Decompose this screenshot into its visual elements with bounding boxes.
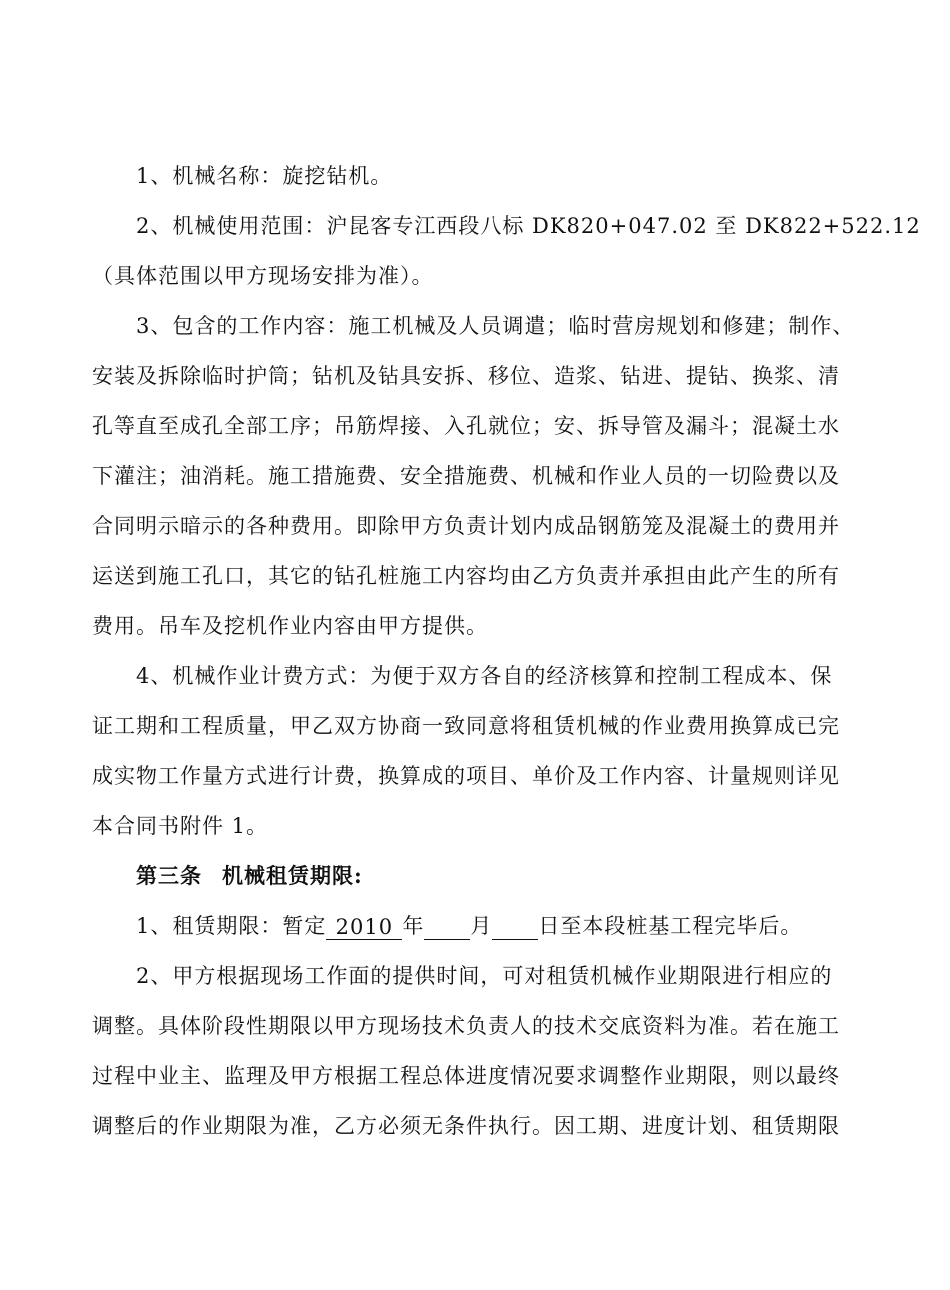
month-unit: 月 xyxy=(470,914,493,938)
article-number: 第三条 xyxy=(136,863,202,888)
clause-work-content-cont: 安装及拆除临时护筒；钻机及钻具安拆、移位、造浆、钻进、提钻、换浆、清 xyxy=(92,364,840,388)
lease-period-prefix: 1、租赁期限：暂定 xyxy=(136,914,327,938)
year-blank: 2010 xyxy=(326,915,402,940)
lease-period-suffix: 日至本段桩基工程完毕后。 xyxy=(538,914,803,938)
clause-usage-range: 2、机械使用范围：沪昆客专江西段八标 DK820+047.02 至 DK822+522.12 xyxy=(136,214,921,238)
article-title: 机械租赁期限: xyxy=(222,863,363,888)
clause-work-content-cont: 合同明示暗示的各种费用。即除甲方负责计划内成品钢筋笼及混凝土的费用并 xyxy=(92,514,840,538)
clause-billing-method: 4、机械作业计费方式：为便于双方各自的经济核算和控制工程成本、保 xyxy=(136,664,833,688)
clause-billing-method-cont: 成实物工作量方式进行计费，换算成的项目、单价及工作内容、计量规则详见 xyxy=(92,764,840,788)
day-blank xyxy=(492,915,538,940)
clause-period-adjust-cont: 过程中业主、监理及甲方根据工程总体进度情况要求调整作业期限，则以最终 xyxy=(92,1064,840,1088)
year-unit: 年 xyxy=(402,914,425,938)
clause-period-adjust-cont: 调整。具体阶段性期限以甲方现场技术负责人的技术交底资料为准。若在施工 xyxy=(92,1014,840,1038)
clause-billing-method-cont: 本合同书附件 1。 xyxy=(92,814,269,838)
clause-work-content-cont: 孔等直至成孔全部工序；吊筋焊接、入孔就位；安、拆导管及漏斗；混凝土水 xyxy=(92,414,840,438)
clause-work-content: 3、包含的工作内容：施工机械及人员调遣；临时营房规划和修建；制作、 xyxy=(136,314,855,338)
month-blank xyxy=(424,915,470,940)
clause-machine-name: 1、机械名称：旋挖钻机。 xyxy=(136,164,393,188)
clause-work-content-cont: 费用。吊车及挖机作业内容由甲方提供。 xyxy=(92,614,488,638)
clause-work-content-cont: 下灌注；油消耗。施工措施费、安全措施费、机械和作业人员的一切险费以及 xyxy=(92,464,840,488)
clause-billing-method-cont: 证工期和工程质量，甲乙双方协商一致同意将租赁机械的作业费用换算成已完 xyxy=(92,714,840,738)
clause-work-content-cont: 运送到施工孔口，其它的钻孔桩施工内容均由乙方负责并承担由此产生的所有 xyxy=(92,564,840,588)
clause-period-adjust-cont: 调整后的作业期限为准，乙方必须无条件执行。因工期、进度计划、租赁期限 xyxy=(92,1114,840,1138)
clause-lease-period xyxy=(136,910,802,940)
article-heading xyxy=(136,860,363,890)
clause-usage-range-cont: （具体范围以甲方现场安排为准）。 xyxy=(92,264,434,288)
clause-period-adjust: 2、甲方根据现场工作面的提供时间，可对租赁机械作业期限进行相应的 xyxy=(136,964,833,988)
